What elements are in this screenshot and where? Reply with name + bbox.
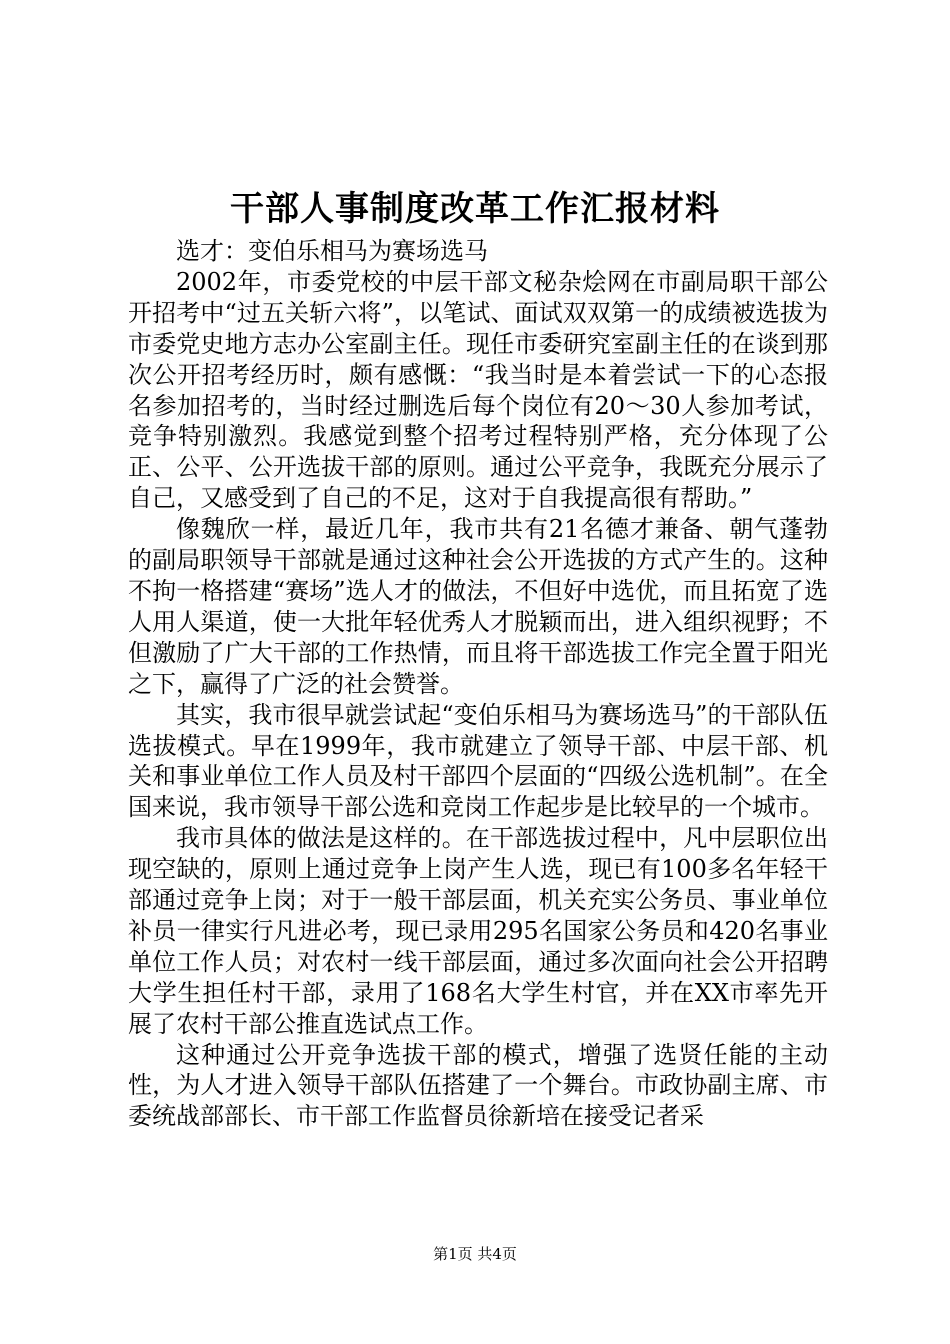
paragraph: 其实，我市很早就尝试起“变伯乐相马为赛场选马”的干部队伍选拔模式。早在1999年，我市就建立了领导干部、中层干部、机关和事业单位工作人员及村干部四个层面的“四级公选机制”。在全国来说，我市领导干部公选和竞岗工作起步是比较早的一个城市。 <box>128 700 828 822</box>
paragraph: 2002年，市委党校的中层干部文秘杂烩网在市副局职干部公开招考中“过五关斩六将”，以笔试、面试双双第一的成绩被选拔为市委党史地方志办公室副主任。现任市委研究室副主任的在谈到那次公开招考经历时，颇有感慨：“我当时是本着尝试一下的心态报名参加招考的，当时经过删选后每个岗位有20～30人参加考试，竞争特别激烈。我感觉到整个招考过程特别严格，充分体现了公正、公平、公开选拔干部的原则。通过公平竞争，我既充分展示了自己，又感受到了自己的不足，这对于自我提高很有帮助。” <box>128 267 828 513</box>
paragraph-subheading: 选才：变伯乐相马为赛场选马 <box>176 237 488 265</box>
page-number-footer: 第1页 共4页 <box>433 1245 517 1263</box>
paragraph: 这种通过公开竞争选拔干部的模式，增强了选贤任能的主动性，为人才进入领导干部队伍搭建了一个舞台。市政协副主席、市委统战部部长、市干部工作监督员徐新培在接受记者采 <box>128 1040 828 1131</box>
document-title: 干部人事制度改革工作汇报材料 <box>230 189 720 229</box>
document-body <box>128 236 828 1132</box>
paragraph: 我市具体的做法是这样的。在干部选拔过程中，凡中层职位出现空缺的，原则上通过竞争上岗产生人选，现已有100多名年轻干部通过竞争上岗；对于一般干部层面，机关充实公务员、事业单位补员一律实行凡进必考，现已录用295名国家公务员和420名事业单位工作人员；对农村一线干部层面，通过多次面向社会公开招聘大学生担任村干部，录用了168名大学生村官，并在XX市率先开展了农村干部公推直选试点工作。 <box>128 824 828 1038</box>
paragraph: 像魏欣一样，最近几年，我市共有21名德才兼备、朝气蓬勃的副局职领导干部就是通过这种社会公开选拔的方式产生的。这种不拘一格搭建“赛场”选人才的做法，不但好中选优，而且拓宽了选人用人渠道，使一大批年轻优秀人才脱颖而出，进入组织视野；不但激励了广大干部的工作热情，而且将干部选拔工作完全置于阳光之下，赢得了广泛的社会赞誉。 <box>128 515 828 698</box>
